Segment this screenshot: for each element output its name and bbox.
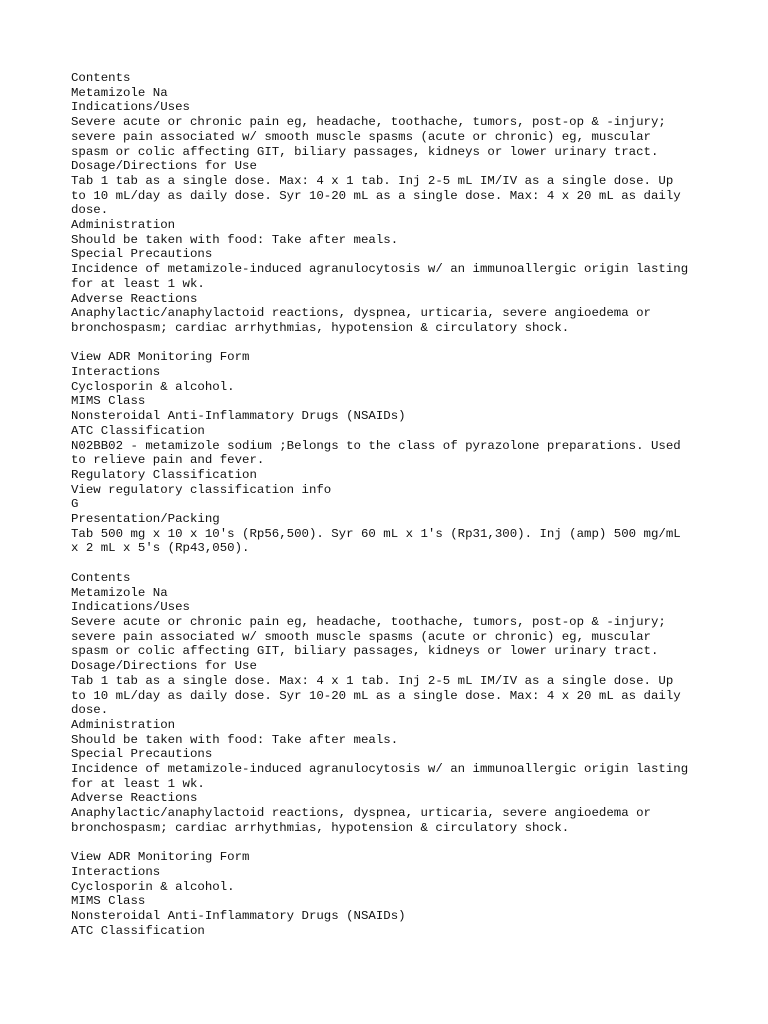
section-heading-mims-class: MIMS Class — [71, 394, 146, 409]
indications-text: Severe acute or chronic pain eg, headache, toothache, tumors, post-op & -injury; severe pain associated w/ smooth muscle spasms (acute or chronic) eg, muscular spasm or colic affecting GIT, biliary passages, kidneys or lower urinary tract. — [71, 115, 666, 159]
spacer — [71, 836, 711, 851]
dosage-text: Tab 1 tab as a single dose. Max: 4 x 1 tab. Inj 2-5 mL IM/IV as a single dose. Up to 10 mL/day as daily dose. Syr 10-20 mL as a single dose. Max: 4 x 20 mL as daily dose. — [71, 173, 681, 218]
regulatory-info-link[interactable]: View regulatory classification info — [71, 482, 332, 497]
spacer — [71, 336, 711, 351]
administration-text: Should be taken with food: Take after meals. — [71, 732, 399, 747]
section-heading-dosage: Dosage/Directions for Use — [71, 659, 257, 674]
section-heading-administration: Administration — [71, 717, 176, 732]
section-heading-interactions: Interactions — [71, 365, 161, 380]
section-heading-presentation: Presentation/Packing — [71, 512, 220, 527]
regulatory-class-value: G — [71, 497, 79, 512]
precautions-text: Incidence of metamizole-induced agranulocytosis w/ an immunoallergic origin lasting for at least 1 wk. — [71, 762, 689, 791]
adverse-reactions-text: Anaphylactic/anaphylactoid reactions, dyspnea, urticaria, severe angioedema or bronchospasm; cardiac arrhythmias, hypotension & circulatory shock. — [71, 306, 651, 335]
section-heading-administration: Administration — [71, 218, 176, 233]
section-heading-precautions: Special Precautions — [71, 247, 213, 262]
interactions-text: Cyclosporin & alcohol. — [71, 879, 235, 894]
adverse-reactions-text: Anaphylactic/anaphylactoid reactions, dyspnea, urticaria, severe angioedema or bronchospasm; cardiac arrhythmias, hypotension & circulatory shock. — [71, 806, 651, 835]
section-heading-adverse-reactions: Adverse Reactions — [71, 291, 198, 306]
drug-name: Metamizole Na — [71, 585, 168, 600]
administration-text: Should be taken with food: Take after meals. — [71, 232, 399, 247]
section-heading-indications: Indications/Uses — [71, 600, 190, 615]
section-heading-precautions: Special Precautions — [71, 747, 213, 762]
spacer — [71, 556, 711, 571]
drug-name: Metamizole Na — [71, 85, 168, 100]
adr-monitoring-link[interactable]: View ADR Monitoring Form — [71, 350, 250, 365]
section-heading-atc: ATC Classification — [71, 923, 205, 938]
dosage-text: Tab 1 tab as a single dose. Max: 4 x 1 tab. Inj 2-5 mL IM/IV as a single dose. Up to 10 mL/day as daily dose. Syr 10-20 mL as a single dose. Max: 4 x 20 mL as daily dose. — [71, 673, 681, 718]
indications-text: Severe acute or chronic pain eg, headache, toothache, tumors, post-op & -injury; severe pain associated w/ smooth muscle spasms (acute or chronic) eg, muscular spasm or colic affecting GIT, biliary passages, kidneys or lower urinary tract. — [71, 614, 666, 659]
mims-class-text: Nonsteroidal Anti-Inflammatory Drugs (NSAIDs) — [71, 909, 406, 924]
section-heading-regulatory: Regulatory Classification — [71, 467, 257, 482]
presentation-text: Tab 500 mg x 10 x 10's (Rp56,500). Syr 60 mL x 1's (Rp31,300). Inj (amp) 500 mg/mL x 2 mL x 5's (Rp43,050). — [71, 526, 681, 556]
section-heading-indications: Indications/Uses — [71, 100, 190, 115]
mims-class-text: Nonsteroidal Anti-Inflammatory Drugs (NSAIDs) — [71, 409, 406, 424]
document-page — [71, 71, 711, 938]
adr-monitoring-link[interactable]: View ADR Monitoring Form — [71, 850, 250, 865]
section-heading-atc: ATC Classification — [71, 423, 205, 438]
section-heading-mims-class: MIMS Class — [71, 894, 146, 909]
section-heading-dosage: Dosage/Directions for Use — [71, 159, 257, 174]
section-heading-interactions: Interactions — [71, 864, 161, 879]
section-heading-adverse-reactions: Adverse Reactions — [71, 791, 198, 806]
section-heading-contents: Contents — [71, 570, 131, 585]
section-heading-contents: Contents — [71, 71, 131, 85]
interactions-text: Cyclosporin & alcohol. — [71, 379, 235, 394]
atc-text: N02BB02 - metamizole sodium ;Belongs to the class of pyrazolone preparations. Used to relieve pain and fever. — [71, 438, 681, 468]
precautions-text: Incidence of metamizole-induced agranulocytosis w/ an immunoallergic origin lasting for at least 1 wk. — [71, 262, 689, 291]
